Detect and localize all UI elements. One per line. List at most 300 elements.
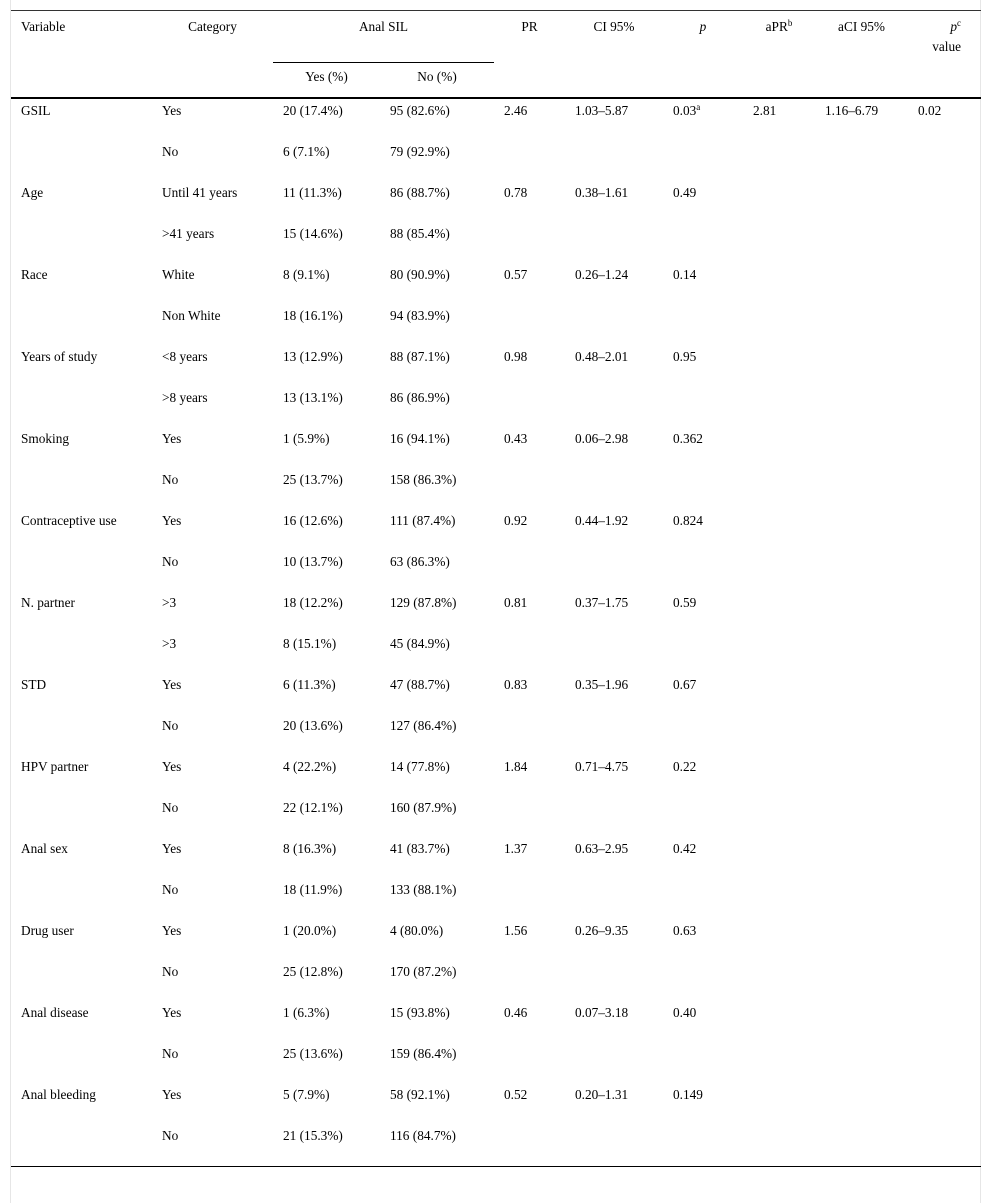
header-apr-text: aPR [765,19,788,34]
table-row [11,387,981,428]
p-cell [663,879,743,920]
variable-cell: Drug user [21,923,74,938]
no-cell: 16 (94.1%) [390,431,450,446]
category-cell: No [162,964,179,979]
table-row [11,633,981,674]
apr-cell [743,1125,815,1167]
yes-cell: 13 (13.1%) [283,390,343,405]
table-row [11,305,981,346]
p-cell [663,1084,743,1125]
apr-cell [743,305,815,346]
yes-cell: 8 (16.3%) [283,841,337,856]
category-cell: No [162,554,179,569]
category-cell: Yes [162,1005,182,1020]
no-cell: 86 (86.9%) [390,390,450,405]
p-cell [663,182,743,223]
apr-cell [743,633,815,674]
category-cell: No [152,1125,273,1167]
no-cell: 58 (92.1%) [390,1087,450,1102]
category-cell: Yes [162,841,182,856]
apr-cell [743,1043,815,1084]
pr-cell [494,1043,565,1084]
aci-cell [815,346,908,387]
ci-cell [565,715,663,756]
p-cell [663,920,743,961]
yes-cell: 10 (13.7%) [283,554,343,569]
category-cell: No [162,800,179,815]
aci-cell [815,838,908,879]
p-cell [663,797,743,838]
apr-cell [743,264,815,305]
table-row [11,551,981,592]
variable-cell: N. partner [21,595,75,610]
category-cell: >3 [162,595,177,610]
table-row [11,428,981,469]
pr-cell [494,223,565,264]
variable-cell [11,223,152,264]
aci-cell [815,920,908,961]
no-cell: 47 (88.7%) [390,677,450,692]
table-row [11,592,981,633]
pc-cell [908,387,981,428]
category-cell: Yes [162,103,182,118]
apr-cell [743,182,815,223]
category-cell: Yes [162,677,182,692]
pr-cell: 0.52 [504,1087,528,1102]
pr-cell: 0.81 [504,595,528,610]
p-cell [663,1043,743,1084]
variable-cell [11,961,152,1002]
ci-cell: 0.26–1.24 [575,267,629,282]
pc-cell [908,1043,981,1084]
p-cell [663,510,743,551]
p-footnote: a [696,102,701,112]
pr-cell [494,141,565,182]
apr-cell [743,223,815,264]
table-row [11,141,981,182]
ci-cell: 0.20–1.31 [575,1087,629,1102]
yes-cell: 8 (9.1%) [283,267,330,282]
pc-cell [908,756,981,797]
variable-cell [11,797,152,838]
pc-cell [908,1125,981,1167]
variable-cell: HPV partner [21,759,89,774]
p-cell [663,715,743,756]
p-cell [663,756,743,797]
header-apr-sup: b [787,18,793,28]
ci-cell [565,961,663,1002]
ci-cell: 0.07–3.18 [575,1005,629,1020]
pr-cell: 1.84 [504,759,528,774]
p-value: 0.59 [673,595,697,610]
variable-cell [11,387,152,428]
yes-cell: 13 (12.9%) [283,349,343,364]
variable-cell: STD [21,677,47,692]
p-cell [663,1125,743,1167]
header-pc [908,11,981,99]
aci-cell [815,387,908,428]
p-cell [663,141,743,182]
apr-cell [743,674,815,715]
variable-cell [11,141,152,182]
variable-cell [11,715,152,756]
yes-cell: 11 (11.3%) [283,185,342,200]
p-cell [663,551,743,592]
p-cell [663,469,743,510]
apr-cell [743,551,815,592]
p-cell [663,961,743,1002]
header-anal-sil: Anal SIL [273,11,494,63]
ci-cell: 0.44–1.92 [575,513,629,528]
table-header [11,11,981,99]
p-value: 0.03 [673,103,697,118]
aci-cell [815,879,908,920]
pr-cell: 0.43 [504,431,528,446]
pr-cell: 0.98 [504,349,528,364]
p-value: 0.824 [673,513,703,528]
p-value: 0.63 [673,923,697,938]
no-cell: 4 (80.0%) [390,923,444,938]
pc-cell [908,1002,981,1043]
ci-cell: 0.26–9.35 [575,923,629,938]
p-value: 0.362 [673,431,703,446]
yes-cell: 25 (13.7%) [283,472,343,487]
ci-cell [565,141,663,182]
variable-cell [11,633,152,674]
yes-cell: 18 (12.2%) [283,595,343,610]
ci-cell [565,305,663,346]
no-cell: 80 (90.9%) [390,267,450,282]
no-cell: 127 (86.4%) [390,718,457,733]
variable-cell [11,551,152,592]
table-row [11,879,981,920]
apr-cell [743,797,815,838]
ci-cell [565,633,663,674]
pc-cell [908,920,981,961]
ci-cell: 0.63–2.95 [575,841,629,856]
table-row [11,1002,981,1043]
p-cell [663,346,743,387]
table-row [11,98,981,141]
category-cell: >8 years [162,390,208,405]
apr-cell [743,346,815,387]
category-cell: Until 41 years [162,185,238,200]
apr-cell [743,141,815,182]
pc-cell [908,715,981,756]
ci-cell [565,387,663,428]
ci-cell [565,1043,663,1084]
pr-cell [494,305,565,346]
variable-cell [11,305,152,346]
ci-cell: 0.35–1.96 [575,677,629,692]
category-cell: Yes [162,923,182,938]
pc-cell [908,797,981,838]
pr-cell: 2.46 [504,103,528,118]
pr-cell: 0.92 [504,513,528,528]
category-cell: <8 years [162,349,208,364]
pr-cell [494,633,565,674]
table-row [11,182,981,223]
table-row [11,715,981,756]
apr-cell [743,592,815,633]
aci-cell [815,961,908,1002]
yes-cell: 5 (7.9%) [283,1087,330,1102]
no-cell: 170 (87.2%) [390,964,457,979]
ci-cell [565,223,663,264]
category-cell: Yes [162,759,182,774]
pc-cell [908,182,981,223]
yes-cell: 25 (12.8%) [283,964,343,979]
pc-cell [908,1084,981,1125]
p-value: 0.149 [673,1087,703,1102]
no-cell: 111 (87.4%) [390,513,456,528]
p-value: 0.95 [673,349,697,364]
apr-cell [743,715,815,756]
pr-cell: 0.78 [504,185,528,200]
pr-cell: 0.57 [504,267,528,282]
aci-cell [815,469,908,510]
apr-cell [743,1002,815,1043]
ci-cell: 0.06–2.98 [575,431,629,446]
pc-cell [908,879,981,920]
p-cell [663,264,743,305]
ci-cell [565,797,663,838]
aci-cell [815,633,908,674]
aci-cell [815,1125,908,1167]
header-pc-text: p [950,19,957,34]
aci-cell [815,223,908,264]
no-cell: 133 (88.1%) [390,882,457,897]
apr-cell [743,879,815,920]
table-row [11,1125,981,1167]
table-row [11,920,981,961]
ci-cell: 0.38–1.61 [575,185,629,200]
p-cell [663,592,743,633]
aci-cell [815,674,908,715]
table-row [11,674,981,715]
category-cell: No [162,882,179,897]
no-cell: 88 (87.1%) [390,349,450,364]
p-cell [663,633,743,674]
variable-cell: Smoking [21,431,70,446]
p-cell [663,223,743,264]
aci-cell [815,797,908,838]
no-cell: 95 (82.6%) [390,103,450,118]
aci-cell [815,141,908,182]
variable-cell [11,879,152,920]
yes-cell: 18 (16.1%) [283,308,343,323]
pr-cell [494,715,565,756]
p-value: 0.40 [673,1005,697,1020]
ci-cell [565,879,663,920]
yes-cell: 18 (11.9%) [283,882,343,897]
category-cell: Yes [162,513,182,528]
aci-cell [815,1043,908,1084]
pc-cell [908,428,981,469]
table-row [11,1084,981,1125]
yes-cell: 25 (13.6%) [283,1046,343,1061]
table-row [11,510,981,551]
ci-cell: 0.48–2.01 [575,349,629,364]
apr-cell [743,961,815,1002]
p-cell [663,428,743,469]
pr-cell [494,387,565,428]
category-cell: >3 [162,636,177,651]
apr-cell [743,756,815,797]
variable-cell: Age [21,185,44,200]
no-cell: 88 (85.4%) [390,226,450,241]
table-row [11,961,981,1002]
pr-cell: 1.56 [504,923,528,938]
ci-cell: 0.37–1.75 [575,595,629,610]
apr-cell: 2.81 [753,103,777,118]
no-cell: 94 (83.9%) [390,308,450,323]
variable-cell [11,1043,152,1084]
pc-cell [908,674,981,715]
variable-cell: Anal bleeding [21,1087,96,1102]
no-cell: 45 (84.9%) [390,636,450,651]
no-cell: 14 (77.8%) [390,759,450,774]
category-cell: White [162,267,195,282]
apr-cell [743,510,815,551]
header-apr [743,11,815,99]
p-value: 0.22 [673,759,697,774]
pr-cell [494,961,565,1002]
header-aci: aCI 95% [838,19,885,34]
pc-cell: 0.02 [918,103,942,118]
p-cell [663,98,743,141]
category-cell: Non White [162,308,221,323]
table-row [11,223,981,264]
pr-cell: 0.83 [504,677,528,692]
variable-cell [11,469,152,510]
category-cell: Yes [162,1087,182,1102]
ci-cell: 0.71–4.75 [575,759,629,774]
no-cell: 129 (87.8%) [390,595,457,610]
no-cell: 79 (92.9%) [390,144,450,159]
category-cell: No [162,472,179,487]
aci-cell [815,264,908,305]
pc-cell [908,223,981,264]
pc-cell [908,305,981,346]
yes-cell: 20 (13.6%) [283,718,343,733]
p-cell [663,1002,743,1043]
pc-cell [908,961,981,1002]
variable-cell: Anal sex [21,841,68,856]
category-cell: No [162,144,179,159]
no-cell: 116 (84.7%) [380,1125,494,1167]
table-row [11,346,981,387]
yes-cell: 8 (15.1%) [283,636,337,651]
pc-cell [908,469,981,510]
pc-cell [908,838,981,879]
table-row [11,469,981,510]
yes-cell: 6 (11.3%) [283,677,336,692]
ci-cell: 1.03–5.87 [575,103,629,118]
yes-cell: 15 (14.6%) [283,226,343,241]
no-cell: 158 (86.3%) [390,472,457,487]
apr-cell [743,428,815,469]
pr-cell [494,469,565,510]
p-cell [663,387,743,428]
aci-cell [815,1084,908,1125]
pc-cell [908,551,981,592]
pr-cell: 1.37 [504,841,528,856]
header-ci: CI 95% [593,19,635,34]
no-cell: 15 (93.8%) [390,1005,450,1020]
header-p-text: p [699,19,707,34]
pr-cell [494,797,565,838]
header-p [663,11,743,99]
aci-cell [815,756,908,797]
no-cell: 159 (86.4%) [390,1046,457,1061]
pc-cell [908,633,981,674]
aci-cell [815,715,908,756]
ci-cell [565,1125,663,1167]
table-row [11,1043,981,1084]
yes-cell: 16 (12.6%) [283,513,343,528]
pr-cell [494,1125,565,1167]
header-no: No (%) [417,69,457,84]
no-cell: 86 (88.7%) [390,185,450,200]
apr-cell [743,1084,815,1125]
apr-cell [743,387,815,428]
p-cell [663,674,743,715]
header-pc-sup: c [957,18,961,28]
category-cell: >41 years [162,226,215,241]
header-variable: Variable [21,19,66,34]
table-row [11,838,981,879]
pc-cell [908,346,981,387]
aci-cell: 1.16–6.79 [825,103,879,118]
aci-cell [815,551,908,592]
pr-cell: 0.46 [504,1005,528,1020]
apr-cell [743,469,815,510]
apr-cell [743,920,815,961]
aci-cell [815,592,908,633]
yes-cell: 1 (20.0%) [283,923,337,938]
pr-cell [494,879,565,920]
pr-cell [494,551,565,592]
p-value: 0.42 [673,841,697,856]
variable-cell: Years of study [21,349,98,364]
table-row [11,797,981,838]
pc-cell [908,592,981,633]
header-pc-value: value [932,39,961,54]
yes-cell: 6 (7.1%) [283,144,330,159]
pc-cell [908,264,981,305]
ci-cell [565,469,663,510]
p-cell [663,305,743,346]
aci-cell [815,428,908,469]
table-row [11,756,981,797]
yes-cell: 20 (17.4%) [283,103,343,118]
aci-cell [815,305,908,346]
p-value: 0.49 [673,185,697,200]
variable-cell: Race [21,267,48,282]
results-table [11,10,981,1167]
aci-cell [815,182,908,223]
p-value: 0.14 [673,267,697,282]
variable-cell: Contraceptive use [21,513,117,528]
yes-cell: 21 (15.3%) [273,1125,380,1167]
no-cell: 63 (86.3%) [390,554,450,569]
pc-cell [908,141,981,182]
ci-cell [565,551,663,592]
yes-cell: 4 (22.2%) [283,759,337,774]
table-row [11,264,981,305]
header-pr: PR [521,19,538,34]
